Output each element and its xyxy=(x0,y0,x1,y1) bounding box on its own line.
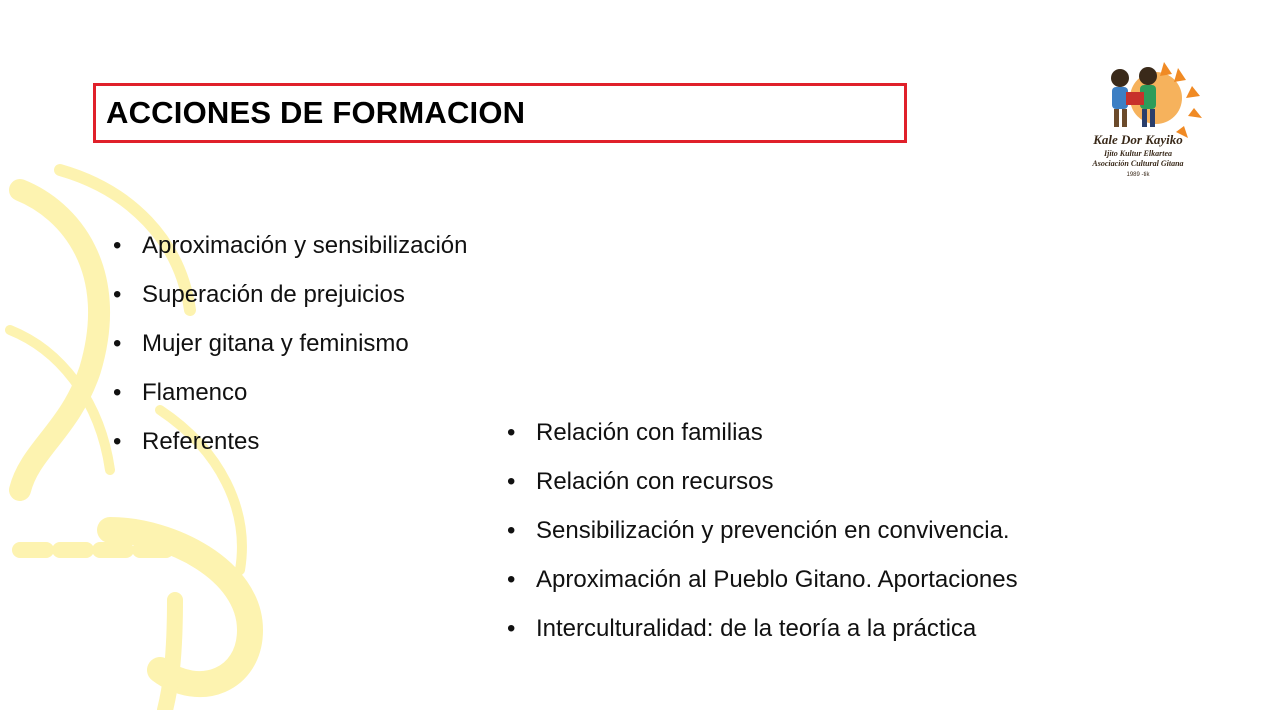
list-item: • Relación con familias xyxy=(507,420,1018,469)
list-item: • Relación con recursos xyxy=(507,469,1018,518)
list-item: • Aproximación al Pueblo Gitano. Aportaciones xyxy=(507,567,1018,616)
title-frame xyxy=(93,83,907,143)
logo-name-line4: 1989 -tik xyxy=(1126,172,1150,178)
training-actions-list-right xyxy=(507,420,1018,665)
list-item: • Flamenco xyxy=(113,380,467,429)
list-item: • Sensibilización y prevención en convivencia. xyxy=(507,518,1018,567)
list-item: • Interculturalidad: de la teoría a la práctica xyxy=(507,616,1018,665)
logo-name-line2: Ijito Kultur Elkartea xyxy=(1103,149,1173,158)
page-title: ACCIONES DE FORMACION xyxy=(106,95,526,130)
logo-name-line3: Asociación Cultural Gitana xyxy=(1092,159,1184,168)
list-item: • Aproximación y sensibilización xyxy=(113,233,467,282)
list-item: • Referentes xyxy=(113,429,467,478)
training-actions-list-left xyxy=(113,233,467,478)
children-reading-icon xyxy=(1111,67,1157,127)
logo-name-line1: Kale Dor Kayiko xyxy=(1093,132,1183,147)
kale-dor-kayiko-logo xyxy=(1068,58,1208,188)
list-item: • Superación de prejuicios xyxy=(113,282,467,331)
list-item: • Mujer gitana y feminismo xyxy=(113,331,467,380)
